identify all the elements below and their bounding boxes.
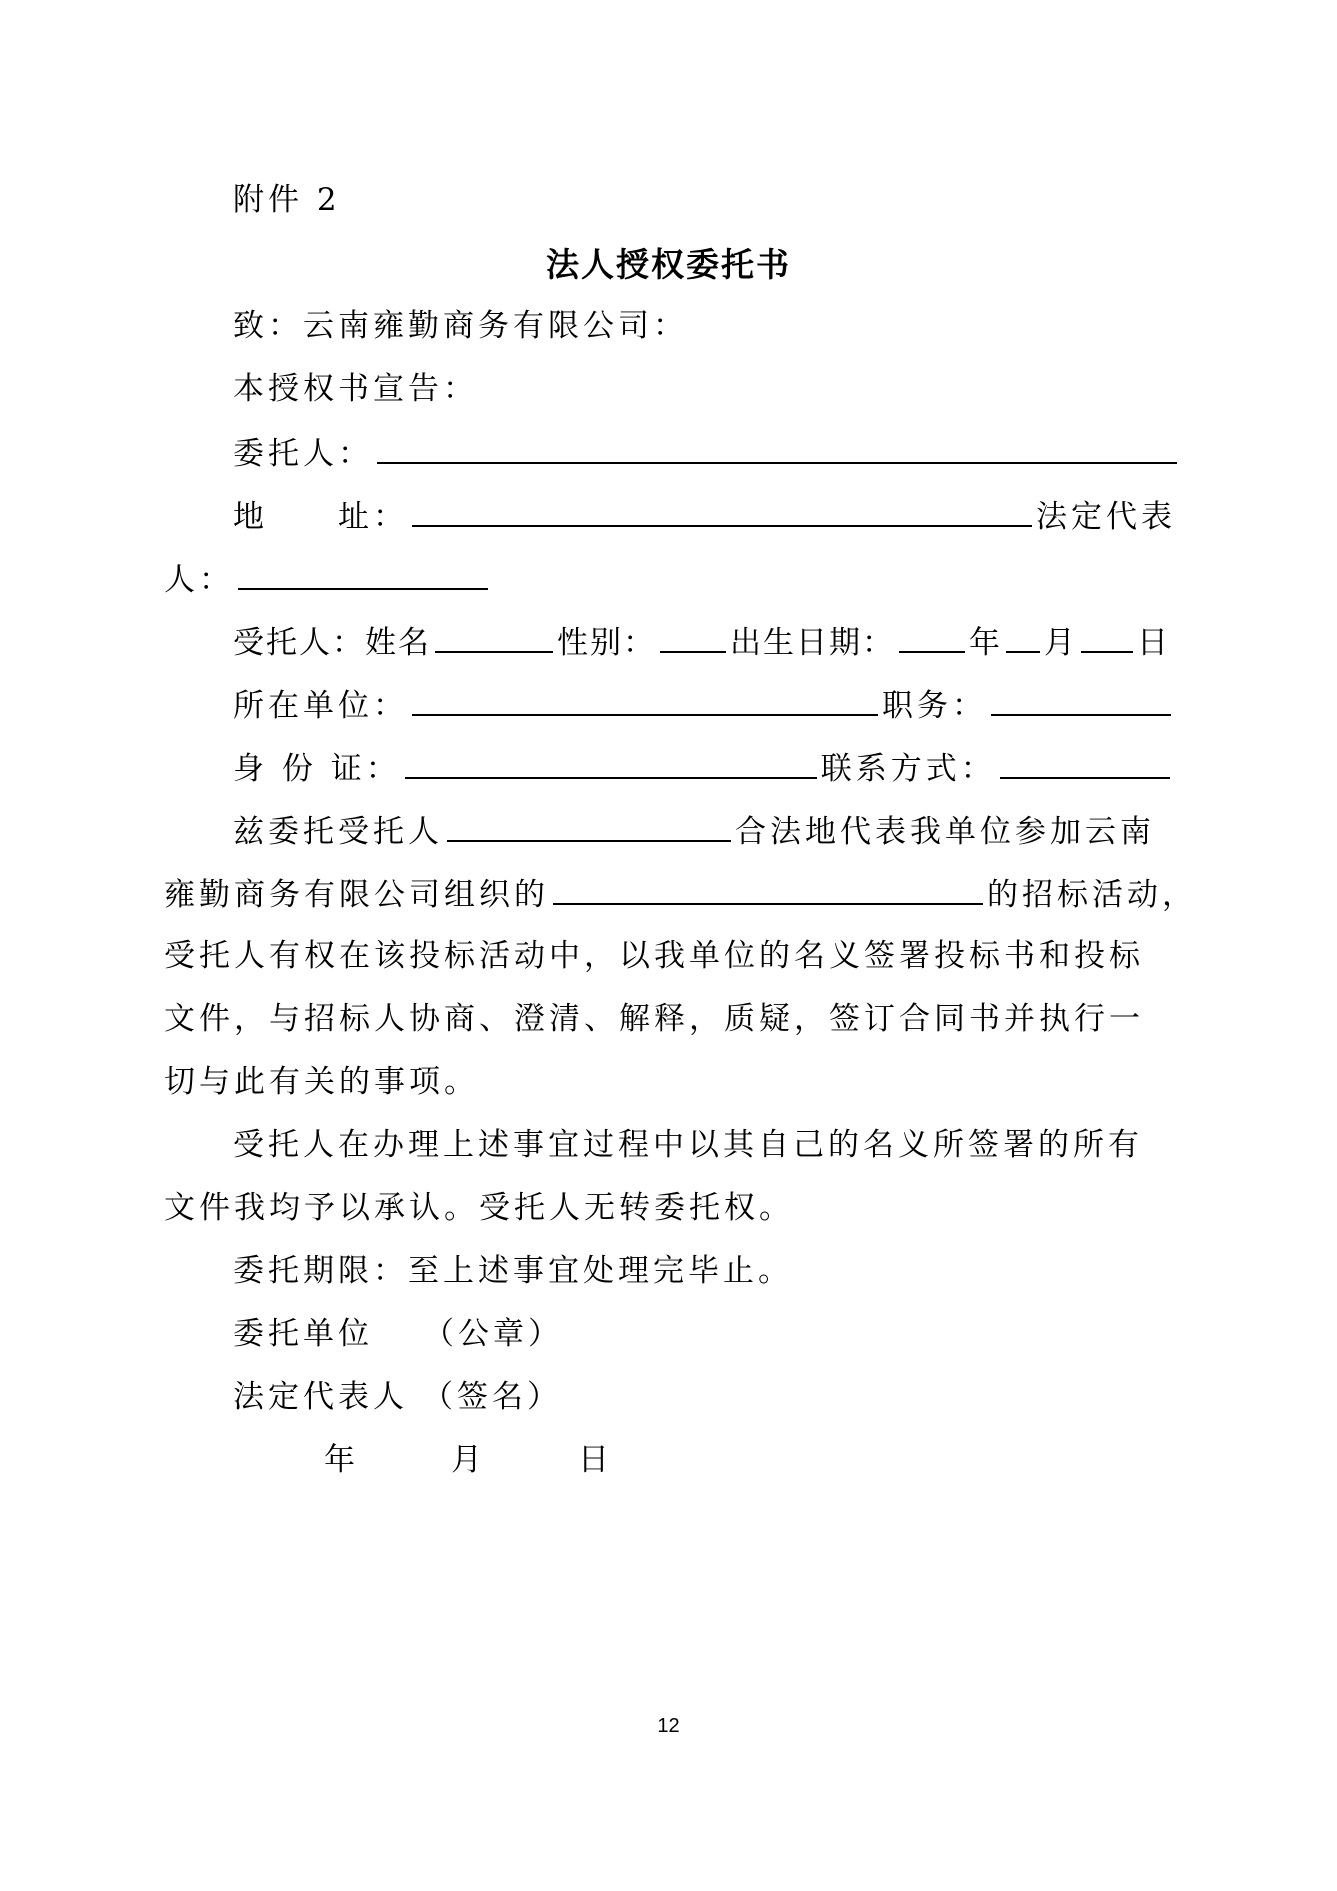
entrust-text-a: 合法地代表我单位参加云南: [735, 814, 1155, 850]
paragraph-line: 受托人有权在该投标活动中，以我单位的名义签署投标书和投标: [164, 938, 1144, 974]
attachment-label: 附件 2: [233, 182, 341, 218]
date-day-label: 日: [578, 1442, 613, 1478]
paragraph-line: 文件我均予以承认。受托人无转委托权。: [164, 1190, 794, 1226]
sign-rep-line: [233, 1377, 1183, 1417]
project-blank[interactable]: [553, 873, 983, 905]
date-line: [324, 1440, 1337, 1480]
legal-rep-line: [164, 558, 1184, 598]
entrust-label: 兹委托受托人: [233, 814, 443, 850]
paragraph-line: 文件，与招标人协商、澄清、解释，质疑，签订合同书并执行一: [164, 1001, 1144, 1037]
addressee-line: 致：云南雍勤商务有限公司：: [233, 308, 688, 344]
agent-name-label: 受托人：姓名: [233, 625, 431, 661]
birth-month-label: 月: [1044, 625, 1077, 661]
paragraph-line: 切与此有关的事项。: [164, 1064, 479, 1100]
id-line: [233, 747, 1183, 787]
legal-rep-label-part2: 人：: [164, 562, 234, 598]
birth-day-blank[interactable]: [1081, 621, 1133, 653]
agent-birth-label: 出生日期：: [730, 625, 895, 661]
contact-label: 联系方式：: [820, 751, 996, 787]
entrust-text-c: 的招标活动，: [987, 877, 1197, 913]
entrusted-agent-blank[interactable]: [447, 810, 731, 842]
id-label: 身 份 证：: [233, 751, 401, 787]
position-blank[interactable]: [991, 684, 1171, 716]
seal-note: （公章）: [423, 1316, 563, 1352]
principal-line: [233, 432, 1183, 472]
unit-blank[interactable]: [412, 684, 878, 716]
agent-line: [233, 621, 1183, 661]
address-line: [233, 495, 1183, 535]
sign-unit-label: 委托单位: [233, 1316, 373, 1352]
sign-rep-label: 法定代表人: [233, 1379, 408, 1415]
agent-name-blank[interactable]: [435, 621, 553, 653]
position-label: 职务：: [882, 688, 987, 724]
paragraph-line: 受托人在办理上述事宜过程中以其自己的名义所签署的所有: [233, 1127, 1143, 1163]
id-blank[interactable]: [405, 747, 817, 779]
agent-gender-blank[interactable]: [660, 621, 726, 653]
signature-note: （签名）: [422, 1379, 562, 1415]
declaration-line: 本授权书宣告：: [233, 371, 478, 407]
contact-blank[interactable]: [1000, 747, 1170, 779]
birth-month-blank[interactable]: [1006, 621, 1040, 653]
principal-label: 委托人：: [233, 436, 373, 472]
entrust-text-b: 雍勤商务有限公司组织的: [164, 877, 549, 913]
entrust-line-1: [233, 810, 1183, 850]
address-label: 地 址：: [233, 499, 408, 535]
birth-year-blank[interactable]: [899, 621, 965, 653]
legal-rep-blank[interactable]: [238, 558, 488, 590]
date-month-label: 月: [451, 1442, 486, 1478]
legal-rep-label-part1: 法定代表: [1036, 499, 1176, 535]
period-line: 委托期限：至上述事宜处理完毕止。: [233, 1253, 793, 1289]
birth-year-label: 年: [969, 625, 1002, 661]
principal-blank[interactable]: [377, 432, 1177, 464]
unit-line: [233, 684, 1183, 724]
agent-gender-label: 性别：: [557, 625, 656, 661]
address-blank[interactable]: [412, 495, 1032, 527]
date-year-label: 年: [324, 1442, 359, 1478]
unit-label: 所在单位：: [233, 688, 408, 724]
birth-day-label: 日: [1137, 625, 1170, 661]
entrust-line-2: [164, 873, 1197, 913]
page-number: 12: [657, 1715, 680, 1737]
sign-unit-line: [233, 1314, 1183, 1354]
document-title: 法人授权委托书: [546, 245, 791, 284]
